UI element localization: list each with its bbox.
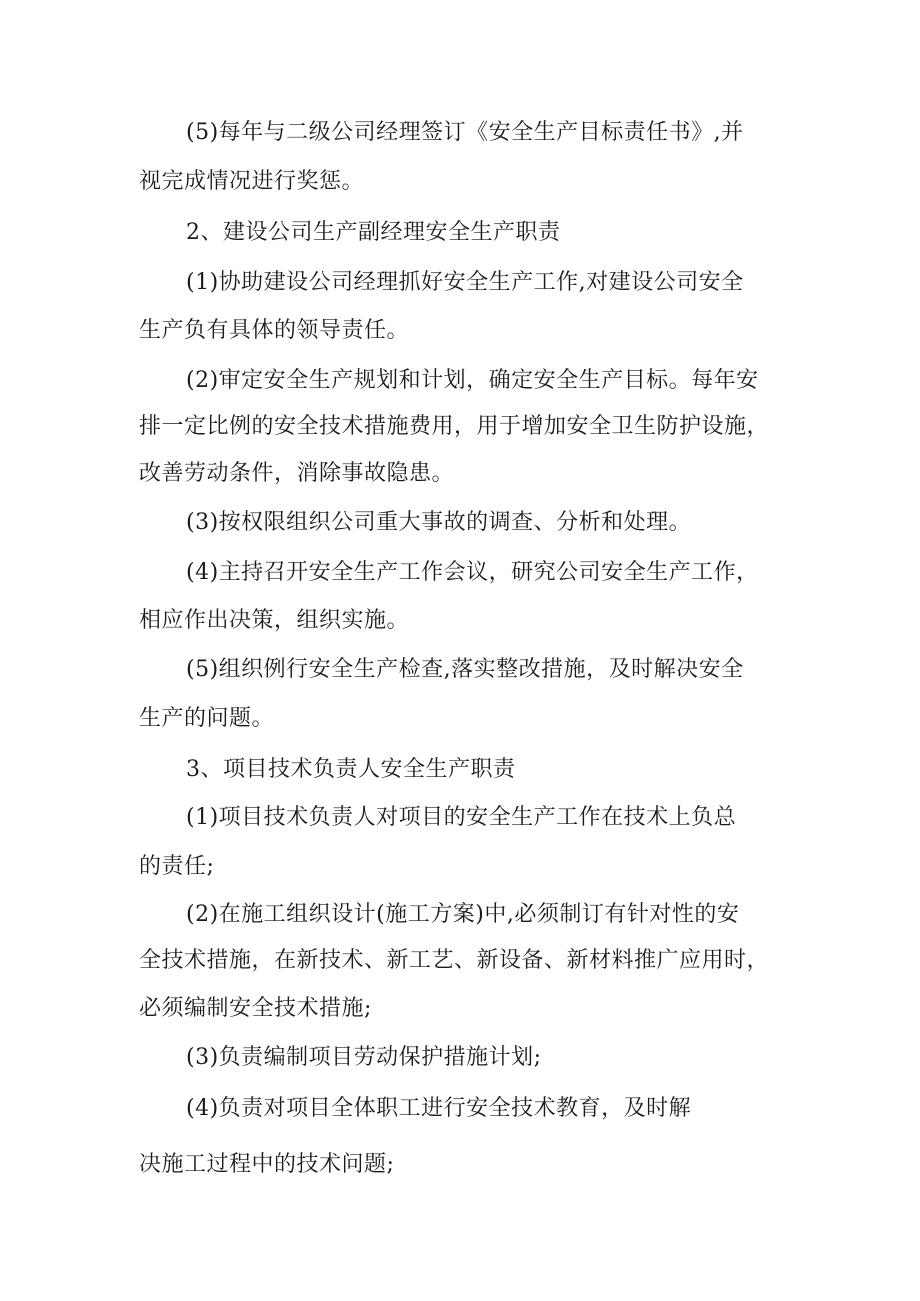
paragraph-line: (4)主持召开安全生产工作会议，研究公司安全生产工作，: [186, 560, 759, 585]
paragraph-line: (3)负责编制项目劳动保护措施计划;: [186, 1045, 542, 1070]
paragraph-line: 相应作出决策，组织实施。: [139, 608, 410, 633]
paragraph-line: 生产负有具体的领导责任。: [139, 318, 410, 343]
paragraph-line: 全技术措施，在新技术、新工艺、新设备、新材料推广应用时，: [139, 948, 770, 973]
paragraph-line: 排一定比例的安全技术措施费用，用于增加安全卫生防护设施，: [139, 414, 770, 439]
paragraph-line: 决施工过程中的技术问题;: [139, 1152, 395, 1177]
paragraph-line: (2)审定安全生产规划和计划，确定安全生产目标。每年安: [186, 368, 759, 393]
paragraph-line: (5)每年与二级公司经理签订《安全生产目标责任书》,并: [186, 120, 744, 145]
paragraph-line: (1)项目技术负责人对项目的安全生产工作在技术上负总: [186, 805, 737, 830]
paragraph-line: (4)负责对项目全体职工进行安全技术教育，及时解: [186, 1096, 692, 1121]
paragraph-line: (3)按权限组织公司重大事故的调查、分析和处理。: [186, 510, 692, 535]
paragraph-line: 必须编制安全技术措施;: [139, 996, 372, 1021]
paragraph-line: (2)在施工组织设计(施工方案)中,必须制订有针对性的安: [186, 902, 740, 927]
section-heading: 2、建设公司生产副经理安全生产职责: [186, 220, 561, 245]
paragraph-line: (1)协助建设公司经理抓好安全生产工作,对建设公司安全: [186, 270, 744, 295]
paragraph-line: 生产的问题。: [139, 706, 275, 731]
paragraph-line: 的责任;: [139, 854, 215, 879]
paragraph-line: 视完成情况进行奖惩。: [139, 169, 365, 194]
paragraph-line: 改善劳动条件，消除事故隐患。: [139, 461, 455, 486]
section-heading: 3、项目技术负责人安全生产职责: [186, 757, 516, 782]
paragraph-line: (5)组织例行安全生产检查,落实整改措施，及时解决安全: [186, 657, 744, 682]
